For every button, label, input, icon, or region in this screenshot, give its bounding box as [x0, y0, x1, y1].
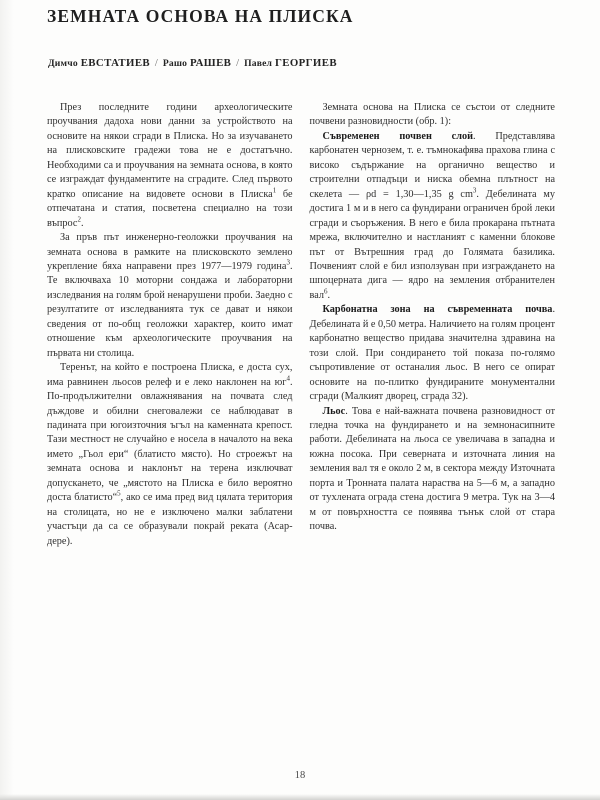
footnote-ref-3: 3 — [286, 258, 290, 267]
footnote-ref-4: 4 — [286, 374, 290, 383]
author-separator-1: / — [154, 58, 158, 69]
author-2-surname: РАШЕВ — [190, 57, 232, 69]
paragraph-intro-text: През последните години археологическите проучвания дадоха нови данни за устройството на основите на някои сгради в Плиска. Но за изучаването на плисковските градежи това не е достатъчно. Необходими са и проучвания на земната основа, в която се изграждат фундаментите на сградите. След първото кратко описание на видовете основи в Плиска — [47, 102, 293, 200]
paragraph-terrain — [47, 361, 293, 549]
paragraph-intro-end: . — [80, 217, 84, 229]
paragraph-modern-soil-text: . Представлява карбонатен чернозем, т. е. тъмнокафява прахова глина с високо съдържание на органично вещество и строителни отпадъци и ниска обемна плътност на скелета — ρd = 1,30—1,35 g cm — [309, 130, 555, 200]
paragraph-terrain-cont: . По-продължителни овлажнявания на почвата след дъждове и обилни снеговалежи се наблюдават в падината при югоизточния ъгъл на каменната крепост. Тази местност не случайно е носела в началото на века името „Гьол ери“ (блатисто място). Но строежът на земната основа и наклонът на терена изключват допускането, че „мястото на Плиска е било вероятно доста блатисто“ — [47, 376, 293, 504]
paragraph-carbonate-zone-text: . Дебелината й е 0,50 метра. Наличието на голям процент карбонатно вещество придава значителна здравина на този слой. При сондирането той показа по-голямо съпротивление от останалия льос. В него се опират основите на по-плитко фундираните монументални сгради (Малкият дворец, сграда 32). — [309, 304, 555, 403]
heading-modern-soil-layer: Съвременен почвен слой — [322, 130, 473, 142]
left-column — [47, 101, 293, 549]
unit-exponent-3: 3 — [472, 186, 477, 195]
footnote-ref-5: 5 — [117, 489, 121, 498]
page-number: 18 — [294, 770, 306, 781]
footnote-ref-1: 1 — [272, 186, 277, 195]
author-3-surname: ГЕОРГИЕВ — [274, 57, 337, 69]
paragraph-composition-text: Земната основа на Плиска се състои от следните почвени разновидности (обр. 1): — [309, 102, 555, 128]
author-byline — [48, 57, 337, 69]
scan-edge-bottom — [0, 794, 600, 800]
author-3-given: Павел — [244, 58, 273, 69]
paragraph-terrain-end: , ако се има пред вид цялата територия на столицата, но не е изключено малки заблатени участъци да са се образували покрай реката (Асар-дере). — [47, 492, 293, 547]
paragraph-carbonate-zone — [310, 303, 556, 404]
paragraph-loess — [310, 405, 556, 535]
author-1-given: Димчо — [48, 58, 78, 69]
footnote-ref-2: 2 — [77, 215, 81, 224]
heading-loess: Льос — [322, 405, 346, 417]
paragraph-survey — [47, 231, 293, 361]
paragraph-survey-text: За пръв път инженерно-геоложки проучвания на земната основа в рамките на плисковското земленo укрепление бяха направени през 1977—1979 година — [47, 232, 293, 272]
paragraph-modern-soil-cont: . Дебелината му достига 1 м и в него са фундирани ограничен брой леки сгради и съоръжения. В него е била прокарана пътната мрежа, включително и настланият с каменни блокове път от Вътрешния град до Голямата базилика. Почвеният слой е бил използуван при изграждането на шпоцерната дига — ядро на земления отбранителен вал — [309, 188, 555, 301]
two-column-layout — [47, 101, 555, 549]
author-separator-2: / — [236, 58, 240, 69]
paragraph-composition — [310, 101, 556, 130]
author-2-given: Рашо — [162, 58, 188, 69]
paragraph-loess-text: . Това е най-важната почвена разновидност от гледна точка на фундирането и на земнонасипните работи. Дебелината на льоса се увеличава в западна и южна посока. При северната и източната линия на земления вал тя е около 2 м, в сектора между Източната порта и Тронната палата нараства на 5—6 м, а западно от тухлената ограда стена достига 9 метра. Тук на 3—4 м от повърхността се появява тънък слой от стара почва. — [309, 405, 555, 533]
paragraph-intro-cont: бе отпечатана и статия, посветена специално на този въпрос — [47, 188, 293, 229]
page-title: ЗЕМНАТА ОСНОВА НА ПЛИСКА — [47, 6, 354, 26]
heading-carbonate-zone: Карбонатна зона на съвременната почва — [322, 304, 553, 316]
paragraph-modern-soil — [310, 130, 556, 303]
paragraph-terrain-text: Теренът, на който е построена Плиска, е доста сух, има равнинен льосов релеф и е леко наклонен на юг — [47, 362, 293, 388]
footnote-ref-6: 6 — [323, 287, 328, 296]
paragraph-intro — [47, 101, 293, 231]
paragraph-survey-cont: . Те включваха 10 моторни сондажа и лабораторни изследвания на голям брой ненарушени проби. Заедно с резултатите от изследванията тук се дават и някои сведения от по-общ геоложки характер, които имат отношение към археологическите проучвания на първата ни столица. — [47, 260, 293, 359]
author-1-surname: ЕВСТАТИЕВ — [80, 57, 151, 69]
right-column — [310, 101, 556, 549]
paragraph-modern-soil-end: . — [327, 289, 331, 301]
